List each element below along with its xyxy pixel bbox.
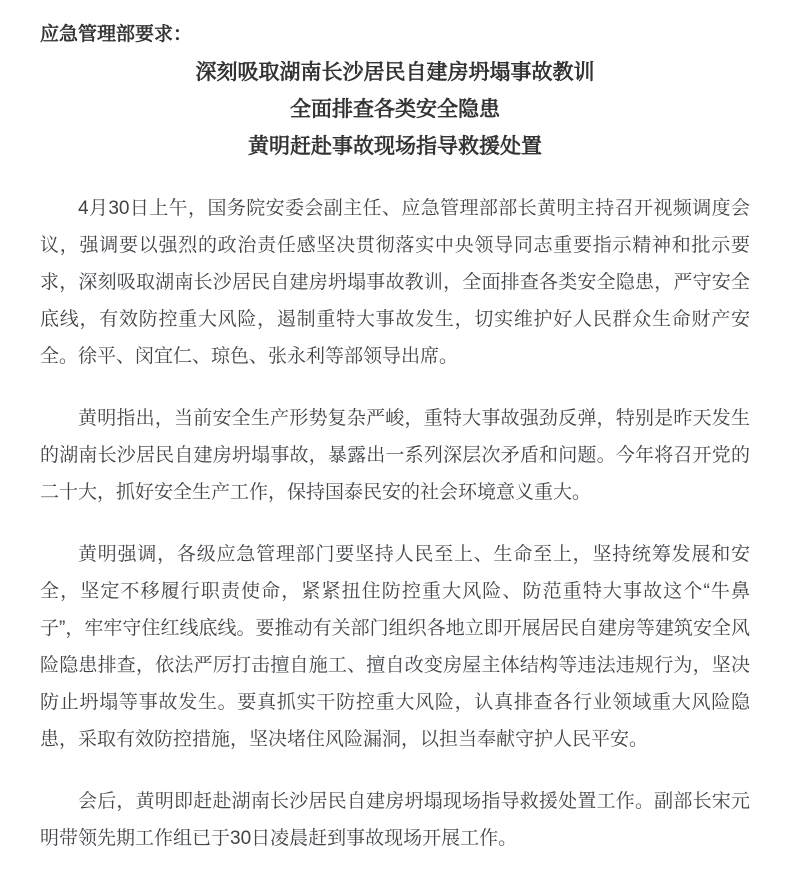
article-title-line-3: 黄明赶赴事故现场指导救援处置 bbox=[248, 135, 542, 158]
article-title-line-2: 全面排查各类安全隐患 bbox=[290, 98, 500, 121]
article-kicker: 应急管理部要求： bbox=[40, 24, 193, 45]
article-paragraph-3: 黄明强调，各级应急管理部门要坚持人民至上、生命至上，坚持统筹发展和安全，坚定不移履行职责使命，紧紧扭住防控重大风险、防范重特大事故这个“牛鼻子”，牢牢守住红线底线。要推动有关部门组织各地立即开展居民自建房等建筑安全风险隐患排查，依法严厉打击擅自施工、擅自改变房屋主体结构等违法违规行为，坚决防止坍塌等事故发生。要真抓实干防控重大风险，认真排查各行业领域重大风险隐患，采取有效防控措施，坚决堵住风险漏洞，以担当奉献守护人民平安。 bbox=[40, 544, 750, 750]
article-title-line-1: 深刻吸取湖南长沙居民自建房坍塌事故教训 bbox=[195, 61, 595, 84]
article-paragraph-4: 会后，黄明即赶赴湖南长沙居民自建房坍塌现场指导救援处置工作。副部长宋元明带领先期工作组已于30日凌晨赶到事故现场开展工作。 bbox=[40, 791, 750, 849]
article-title bbox=[40, 54, 750, 165]
article-paragraph-1: 4月30日上午，国务院安委会副主任、应急管理部部长黄明主持召开视频调度会议，强调要以强烈的政治责任感坚决贯彻落实中央领导同志重要指示精神和批示要求，深刻吸取湖南长沙居民自建房坍塌事故教训，全面排查各类安全隐患，严守安全底线，有效防控重大风险，遏制重特大事故发生，切实维护好人民群众生命财产安全。徐平、闵宜仁、琼色、张永利等部领导出席。 bbox=[40, 198, 750, 367]
article-paragraph-2: 黄明指出，当前安全生产形势复杂严峻，重特大事故强劲反弹，特别是昨天发生的湖南长沙居民自建房坍塌事故，暴露出一系列深层次矛盾和问题。今年将召开党的二十大，抓好安全生产工作，保持国泰民安的社会环境意义重大。 bbox=[40, 408, 750, 503]
